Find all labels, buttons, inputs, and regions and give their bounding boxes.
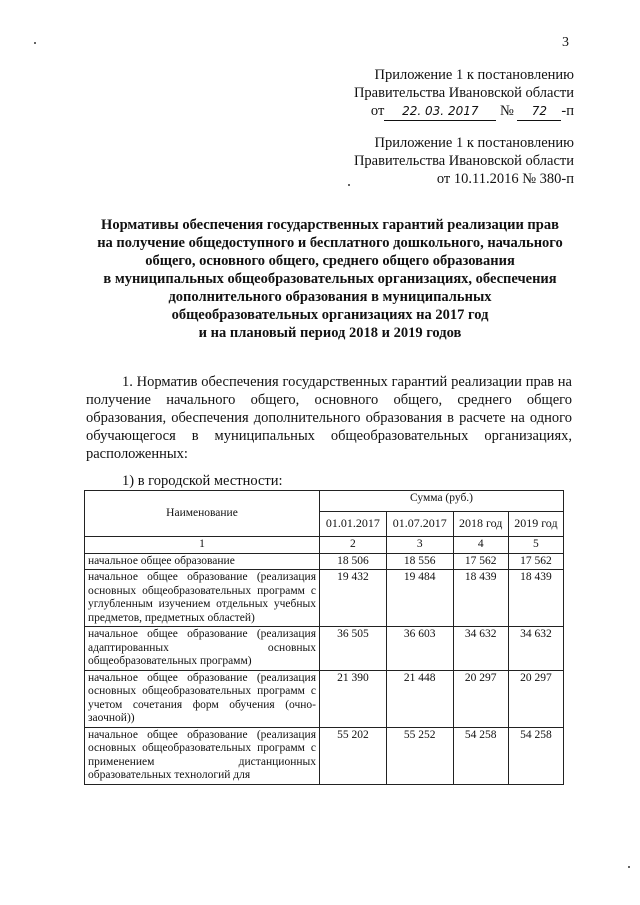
page-number: 3 [562,35,569,50]
table-row [85,670,564,727]
header-date-col: 2019 год [508,512,563,537]
document-title [70,216,590,342]
appendix-new-no-sign: № [499,103,514,119]
appendix-new-suffix: -п [561,103,574,119]
row-value: 18 439 [453,570,508,627]
row-name: начальное общее образование (реализация основных общеобразовательных программ с углубленным изучением отдельных учебных предметов, предметных областей) [85,570,320,627]
numbering-cell: 2 [320,537,387,554]
appendix-old-line3: от 10.11.2016 № 380-п [436,171,574,187]
scan-speck [628,866,630,868]
title-line: дополнительного образования в муниципальных [168,289,492,305]
row-value: 55 252 [386,727,453,784]
row-value: 21 390 [320,670,387,727]
appendix-new-line3 [354,102,574,121]
appendix-old-line1: Приложение 1 к постановлению [374,135,574,151]
row-value: 19 484 [386,570,453,627]
row-value: 34 632 [453,627,508,671]
row-name: начальное общее образование (реализация основных общеобразовательных программ с применением дистанционных образовательных технологий для [85,727,320,784]
table-row [85,627,564,671]
row-value: 18 439 [508,570,563,627]
paragraph-1: 1. Норматив обеспечения государственных гарантий реализации прав на получение начального общего, основного общего, среднего общего образования, обеспечения дополнительного образования в расчете на одного обучающегося в муниципальных общеобразовательных организациях, расположенных: [86,374,572,462]
appendix-new-line1: Приложение 1 к постановлению [374,67,574,83]
row-value: 34 632 [508,627,563,671]
header-date-col: 01.01.2017 [320,512,387,537]
appendix-new-decree [354,66,574,121]
table-header-row [85,491,564,512]
table-row [85,570,564,627]
header-date-col: 01.07.2017 [386,512,453,537]
norms-table [84,490,564,785]
row-value: 17 562 [508,553,563,570]
row-value: 36 603 [386,627,453,671]
table-numbering-row [85,537,564,554]
subheading-urban: 1) в городской местности: [122,473,283,489]
scan-speck [34,42,36,44]
header-name: Наименование [85,491,320,537]
row-value: 20 297 [508,670,563,727]
numbering-cell: 1 [85,537,320,554]
table-row [85,553,564,570]
scan-speck [348,184,350,186]
title-line: Нормативы обеспечения государственных гарантий реализации прав [101,217,559,233]
appendix-new-from: от [370,103,385,119]
row-value: 17 562 [453,553,508,570]
row-value: 18 556 [386,553,453,570]
title-line: общего, основного общего, среднего общего образования [145,253,515,269]
appendix-old-line2: Правительства Ивановской области [353,153,574,169]
row-value: 19 432 [320,570,387,627]
handwritten-number: 72 [517,102,561,121]
row-name: начальное общее образование [85,553,320,570]
header-date-col: 2018 год [453,512,508,537]
row-value: 55 202 [320,727,387,784]
row-value: 21 448 [386,670,453,727]
title-line: на получение общедоступного и бесплатного дошкольного, начального [97,235,563,251]
appendix-old-decree [354,134,574,188]
title-line: и на плановый период 2018 и 2019 годов [198,325,462,341]
row-value: 54 258 [508,727,563,784]
row-value: 18 506 [320,553,387,570]
appendix-new-line2: Правительства Ивановской области [353,85,574,101]
row-value: 36 505 [320,627,387,671]
numbering-cell: 3 [386,537,453,554]
row-name: начальное общее образование (реализация основных общеобразовательных программ с учетом сочетания форм обучения (очно-заочной)) [85,670,320,727]
row-name: начальное общее образование (реализация адаптированных основных общеобразовательных программ) [85,627,320,671]
row-value: 20 297 [453,670,508,727]
numbering-cell: 4 [453,537,508,554]
table-row [85,727,564,784]
numbering-cell: 5 [508,537,563,554]
title-line: общеобразовательных организациях на 2017 год [171,307,489,323]
handwritten-date: 22. 03. 2017 [384,102,496,121]
row-value: 54 258 [453,727,508,784]
title-line: в муниципальных общеобразовательных организациях, обеспечения [103,271,557,287]
header-sum: Сумма (руб.) [320,491,564,512]
